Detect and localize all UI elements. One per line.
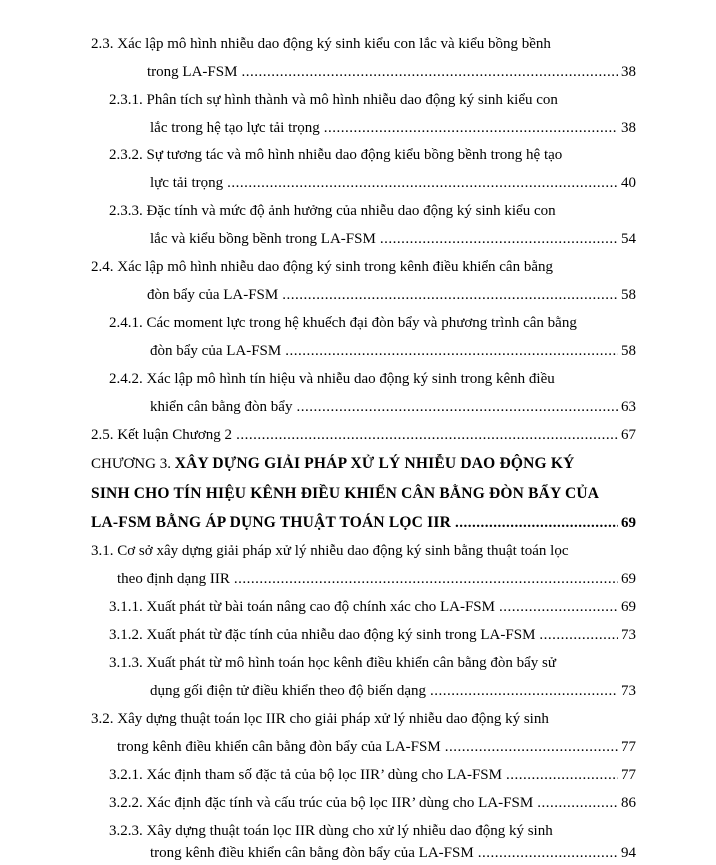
dot-leader — [380, 229, 618, 249]
dot-leader — [499, 597, 618, 617]
toc-page-number: 73 — [621, 627, 636, 643]
toc-entry-last-line — [109, 597, 636, 617]
toc-entry-text: lắc trong hệ tạo lực tải trọng — [150, 120, 320, 136]
dot-leader — [430, 681, 618, 701]
toc-entry-last-line — [150, 118, 636, 138]
toc-entry-text: trong LA-FSM — [147, 64, 238, 80]
dot-leader — [455, 513, 618, 533]
dot-leader — [539, 625, 618, 645]
toc-entry-last-line — [91, 425, 636, 445]
chapter-title: XÂY DỰNG GIẢI PHÁP XỬ LÝ NHIỄU DAO ĐỘNG KÝ — [174, 455, 575, 472]
toc-entry-text: 3.2.1. Xác định tham số đặc tả của bộ lọc IIR’ dùng cho LA-FSM — [109, 767, 502, 783]
toc-entry-text: lắc và kiểu bồng bềnh trong LA-FSM — [150, 231, 376, 247]
toc-entry-last-line — [117, 737, 636, 757]
dot-leader — [506, 765, 618, 785]
toc-page-number: 69 — [621, 515, 636, 531]
toc-entry-text: 2.5. Kết luận Chương 2 — [91, 427, 233, 443]
toc-entry-text: 2.4. Xác lập mô hình nhiễu dao động ký sinh trong kênh điều khiển cân bằng — [91, 259, 553, 275]
toc-page-number: 63 — [621, 399, 636, 415]
toc-page-number: 54 — [621, 231, 636, 247]
toc-entry-text: 2.3. Xác lập mô hình nhiễu dao động ký sinh kiểu con lắc và kiểu bồng bềnh — [91, 36, 551, 52]
toc-page-number: 69 — [621, 599, 636, 615]
toc-entry-text: 2.4.1. Các moment lực trong hệ khuếch đại đòn bẩy và phương trình cân bằng — [109, 315, 577, 331]
dot-leader — [241, 62, 618, 82]
dot-leader — [296, 397, 618, 417]
toc-page-number: 67 — [621, 427, 636, 443]
toc-page-number: 77 — [621, 767, 636, 783]
toc-page-number: 40 — [621, 175, 636, 191]
toc-entry-last-line — [109, 793, 636, 813]
toc-page-number: 58 — [621, 343, 636, 359]
toc-entry-text: 3.2.2. Xác định đặc tính và cấu trúc của bộ lọc IIR’ dùng cho LA-FSM — [109, 795, 534, 811]
toc-entry-last-line — [150, 397, 636, 417]
dot-leader — [236, 425, 618, 445]
toc-entry-text: đòn bẩy của LA-FSM — [147, 287, 279, 303]
toc-entry-last-line — [109, 625, 636, 645]
toc-entry-last-line — [150, 843, 636, 863]
toc-entry-text: khiển cân bằng đòn bẩy — [150, 399, 293, 415]
dot-leader — [537, 793, 618, 813]
dot-leader — [227, 173, 618, 193]
toc-page-number: 77 — [621, 739, 636, 755]
dot-leader — [234, 569, 618, 589]
toc-entry-last-line — [147, 285, 636, 305]
dot-leader — [285, 341, 618, 361]
toc-entry-text: 3.1.2. Xuất phát từ đặc tính của nhiễu dao động ký sinh trong LA-FSM — [109, 627, 536, 643]
toc-page-number: 38 — [621, 120, 636, 136]
toc-page-number: 69 — [621, 571, 636, 587]
toc-entry-last-line — [150, 229, 636, 249]
toc-entry-text: 2.3.2. Sự tương tác và mô hình nhiễu dao động kiểu bồng bềnh trong hệ tạo — [109, 147, 563, 163]
toc-page-number: 73 — [621, 683, 636, 699]
toc-page-number: 86 — [621, 795, 636, 811]
toc-entry-text: 3.1.1. Xuất phát từ bài toán nâng cao độ chính xác cho LA-FSM — [109, 599, 495, 615]
toc-entry-text: 2.3.1. Phân tích sự hình thành và mô hình nhiễu dao động ký sinh kiểu con — [109, 92, 558, 108]
toc-entry-text: trong kênh điều khiển cân bằng đòn bẩy của LA-FSM — [150, 845, 474, 861]
toc-entry-text: đòn bẩy của LA-FSM — [150, 343, 282, 359]
toc-entry-text: lực tải trọng — [150, 175, 224, 191]
toc-page-number: 94 — [621, 845, 636, 861]
toc-entry-text: dụng gối điện tử điều khiển theo độ biến dạng — [150, 683, 426, 699]
toc-entry-text: 3.2. Xây dựng thuật toán lọc IIR cho giải pháp xử lý nhiễu dao động ký sinh — [91, 711, 549, 727]
toc-entry-text: 3.1. Cơ sở xây dựng giải pháp xử lý nhiễu dao động ký sinh bằng thuật toán lọc — [91, 543, 569, 559]
toc-entry-text: theo định dạng IIR — [117, 571, 230, 587]
chapter-prefix: CHƯƠNG 3. — [91, 456, 171, 472]
chapter-title: SINH CHO TÍN HIỆU KÊNH ĐIỀU KHIỂN CÂN BẰNG ĐÒN BẨY CỦA — [91, 485, 600, 502]
toc-entry-text: 2.4.2. Xác lập mô hình tín hiệu và nhiễu dao động ký sinh trong kênh điều — [109, 371, 555, 387]
toc-entry-text: 3.1.3. Xuất phát từ mô hình toán học kênh điều khiển cân bằng đòn bẩy sử — [109, 655, 557, 671]
toc-entry-last-line — [147, 62, 636, 82]
toc-entry-last-line — [150, 341, 636, 361]
chapter-title: LA-FSM BẰNG ÁP DỤNG THUẬT TOÁN LỌC IIR — [91, 514, 451, 531]
dot-leader — [478, 843, 618, 863]
dot-leader — [445, 737, 618, 757]
toc-entry-last-line — [150, 173, 636, 193]
toc-entry-last-line — [91, 513, 636, 533]
toc-entry-last-line — [117, 569, 636, 589]
toc-entry-text — [91, 484, 636, 504]
toc-entry-text — [91, 454, 636, 474]
toc-entry-text: 2.3.3. Đặc tính và mức độ ảnh hưởng của nhiễu dao động ký sinh kiểu con — [109, 203, 556, 219]
toc-entry-last-line — [109, 765, 636, 785]
toc-page-number: 38 — [621, 64, 636, 80]
toc-page-number: 58 — [621, 287, 636, 303]
toc-entry-last-line — [150, 681, 636, 701]
dot-leader — [324, 118, 618, 138]
toc-entry-text: 3.2.3. Xây dựng thuật toán lọc IIR dùng cho xử lý nhiễu dao động ký sinh — [109, 823, 553, 839]
dot-leader — [282, 285, 618, 305]
toc-entry-text: trong kênh điều khiển cân bằng đòn bẩy của LA-FSM — [117, 739, 441, 755]
